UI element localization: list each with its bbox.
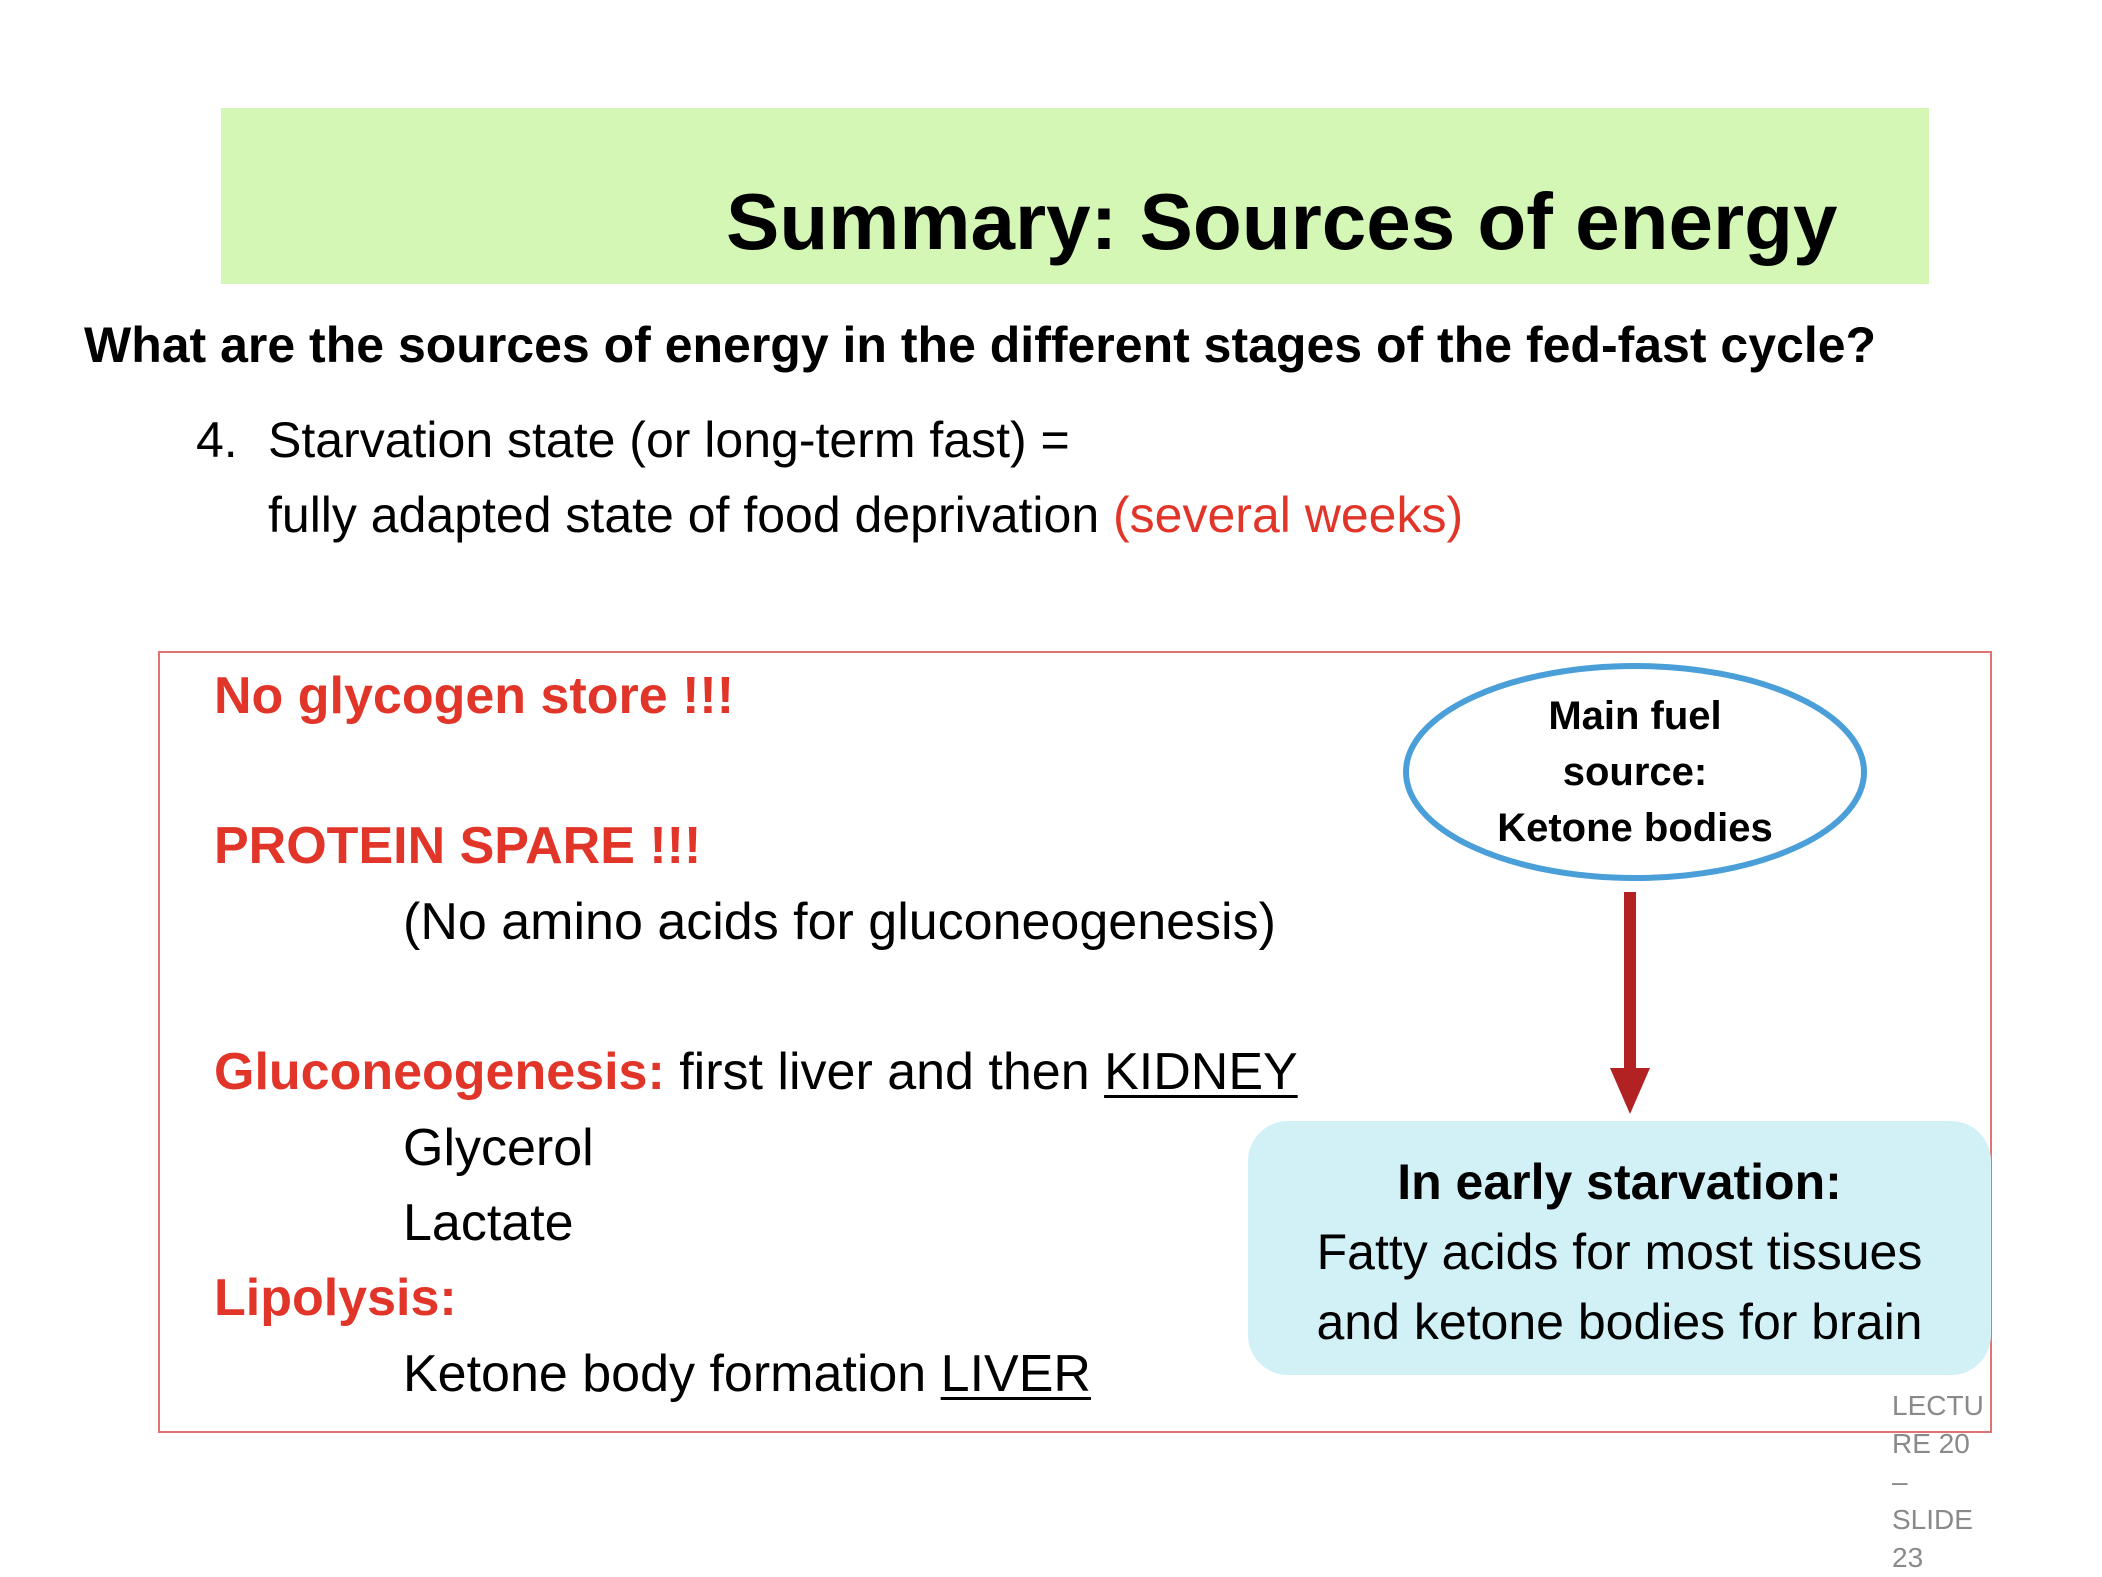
footer-line-2: RE 20 – <box>1892 1428 1970 1497</box>
no-amino-acids-text: (No amino acids for gluconeogenesis) <box>403 893 1276 951</box>
early-starvation-box <box>1248 1121 1991 1375</box>
main-fuel-line-1: Main fuel <box>1548 694 1722 738</box>
down-arrow-icon <box>1600 890 1660 1120</box>
item-line-2-main: fully adapted state of food deprivation <box>268 487 1114 543</box>
footer-line-3: SLIDE <box>1892 1504 1973 1535</box>
early-starvation-line-2: and ketone bodies for brain <box>1316 1294 1923 1350</box>
no-glycogen-text: No glycogen store !!! <box>214 667 735 725</box>
lipolysis-label: Lipolysis: <box>214 1269 457 1327</box>
main-fuel-label <box>1400 688 1870 856</box>
protein-spare-text: PROTEIN SPARE !!! <box>214 817 702 875</box>
lactate-text: Lactate <box>403 1194 574 1252</box>
gluconeogenesis-label: Gluconeogenesis: <box>214 1043 665 1101</box>
main-fuel-line-3: Ketone bodies <box>1497 806 1773 850</box>
item-line-2 <box>268 488 1463 543</box>
ketone-formation-line <box>403 1346 1091 1403</box>
gluconeogenesis-text: first liver and then <box>664 1043 1105 1101</box>
main-fuel-line-2: source: <box>1562 750 1708 794</box>
question-text: What are the sources of energy in the different stages of the fed-fast cycle? <box>84 317 1877 373</box>
footer-line-4: 23 <box>1892 1542 1924 1573</box>
slide-footer <box>1892 1387 1992 1577</box>
gluconeogenesis-line <box>214 1044 1298 1101</box>
early-starvation-line-1: Fatty acids for most tissues <box>1316 1224 1923 1280</box>
footer-line-1: LECTU <box>1892 1390 1984 1421</box>
item-line-1: Starvation state (or long-term fast) = <box>268 412 1070 468</box>
early-starvation-title: In early starvation: <box>1397 1154 1842 1210</box>
kidney-text: KIDNEY <box>1104 1043 1298 1101</box>
glycerol-text: Glycerol <box>403 1119 594 1177</box>
slide-title: Summary: Sources of energy <box>726 177 1838 266</box>
item-line-2-duration: (several weeks) <box>1113 487 1464 543</box>
liver-text: LIVER <box>940 1345 1091 1403</box>
item-number: 4. <box>196 412 238 468</box>
ketone-formation-text: Ketone body formation <box>403 1345 941 1403</box>
